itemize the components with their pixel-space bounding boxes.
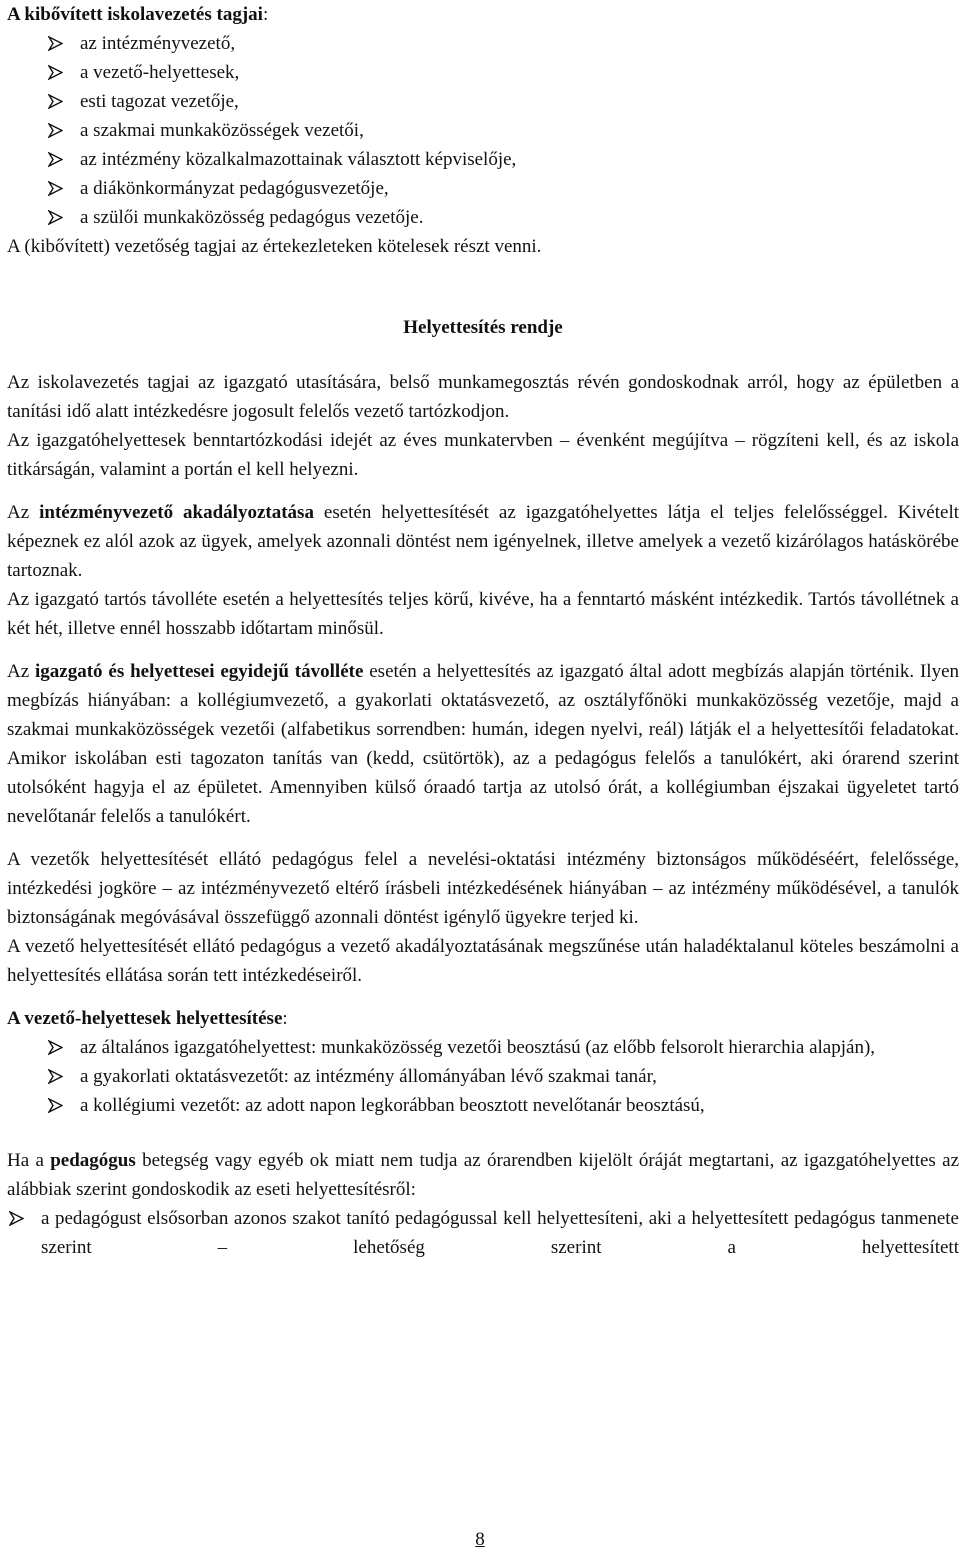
paragraph: Az iskolavezetés tagjai az igazgató utasítására, belső munkamegosztás révén gondoskodnak arról, hogy az épületben a tanítási idő alatt intézkedésre jogosult felelős vezető tartózkodjon. bbox=[7, 372, 959, 422]
list-item bbox=[7, 174, 959, 203]
list-item bbox=[7, 145, 959, 174]
arrowhead-bullet-icon bbox=[46, 203, 80, 232]
list-item bbox=[7, 87, 959, 116]
arrowhead-bullet-icon bbox=[46, 174, 80, 203]
list-item-text: az intézményvezető, bbox=[80, 33, 236, 54]
deputy-title-suffix: : bbox=[282, 1008, 288, 1029]
deputy-section-title bbox=[7, 1004, 959, 1033]
paragraph: Az igazgató tartós távolléte esetén a helyettesítés teljes körű, kivéve, ha a fenntartó másként intézkedik. Tartós távollétnek a két hét, illetve ennél hosszabb időtartam minősül. bbox=[7, 589, 959, 639]
text-run: Ha a bbox=[7, 1150, 51, 1171]
arrowhead-bullet-icon bbox=[46, 87, 80, 116]
list-item bbox=[7, 29, 959, 58]
page-content bbox=[7, 0, 959, 1262]
list-item bbox=[7, 58, 959, 87]
list-item bbox=[7, 116, 959, 145]
text-run: Az bbox=[7, 661, 36, 682]
paragraph bbox=[7, 498, 959, 585]
bold-run: intézményvezető akadályoztatása bbox=[39, 502, 314, 523]
deputy-title-text: A vezető-helyettesek helyettesítése bbox=[7, 1008, 283, 1029]
text-run: betegség vagy egyéb ok miatt nem tudja az órarendben kijelölt óráját megtartani, az igazgatóhelyettes az alábbiak szerint gondoskodik az eseti helyettesítésről: bbox=[7, 1150, 959, 1200]
text-run: esetén helyettesítését az igazgatóhelyettes látja el teljes felelősséggel. Kivételt képeznek ez alól azok az ügyek, amelyek azonnali döntést nem igényelnek, illetve amelyek a vezető kizárólagos hatáskörébe tartoznak. bbox=[7, 502, 960, 581]
list-item bbox=[7, 1091, 959, 1120]
list-item-text: a szülői munkaközösség pedagógus vezetője. bbox=[80, 207, 424, 228]
page-number: 8 bbox=[475, 1529, 485, 1550]
arrowhead-bullet-icon bbox=[46, 145, 80, 174]
list-item bbox=[7, 203, 959, 232]
board-members-list bbox=[7, 29, 959, 232]
arrowhead-bullet-icon bbox=[46, 116, 80, 145]
text-run: esetén a helyettesítés az igazgató által adott megbízás alapján történik. Ilyen megbízás hiányában: a kollégiumvezető, a gyakorlati oktatásvezető, az osztályfőnöki munkaközösség vezetője, majd a szakmai munkaközösségek vezetői (alfabetikus sorrendben: humán, idegen nyelvi, reál) látják el a helyettesítői feladatokat. Amikor iskolában esti tagozaton tanítás van (kedd, csütörtök), az a pedagógus felelős a tanulókért, aki órarend szerint utolsóként hagyja el az épületet. Amennyiben külső óraadó tartja az utolsó órát, a kollégiumban éjszakai ügyeletet tartó nevelőtanár felelős a tanulókért. bbox=[7, 661, 959, 827]
paragraph bbox=[7, 657, 959, 831]
board-note: A (kibővített) vezetőség tagjai az értekezleteken kötelesek részt venni. bbox=[7, 236, 542, 257]
section-heading: Helyettesítés rendje bbox=[403, 317, 563, 338]
bold-run: igazgató és helyettesei egyidejű távolléte bbox=[35, 661, 364, 682]
paragraph: A vezető helyettesítését ellátó pedagógus a vezető akadályoztatásának megszűnése után haladéktalanul köteles beszámolni a helyettesítés ellátása során tett intézkedéseiről. bbox=[7, 936, 959, 986]
text-run: Az bbox=[7, 502, 40, 523]
board-title-suffix: : bbox=[262, 4, 269, 25]
list-item-text: a gyakorlati oktatásvezetőt: az intézmény állományában lévő szakmai tanár, bbox=[80, 1066, 657, 1087]
arrowhead-bullet-icon bbox=[46, 29, 80, 58]
arrowhead-bullet-icon bbox=[46, 1033, 80, 1062]
list-item-text: esti tagozat vezetője, bbox=[80, 91, 239, 112]
arrowhead-bullet-icon bbox=[7, 1204, 41, 1233]
teacher-list bbox=[7, 1204, 959, 1262]
list-item-text: a diákönkormányzat pedagógusvezetője, bbox=[80, 178, 389, 199]
arrowhead-bullet-icon bbox=[46, 1062, 80, 1091]
list-item-text: a pedagógust elsősorban azonos szakot tanító pedagógussal kell helyettesíteni, aki a helyettesített pedagógus tanmenete szerint – lehetőség szerint a helyettesített bbox=[41, 1208, 959, 1258]
list-item bbox=[7, 1062, 959, 1091]
list-item bbox=[7, 1033, 959, 1062]
paragraph: A vezetők helyettesítését ellátó pedagógus felel a nevelési-oktatási intézmény biztonságos működéséért, felelőssége, intézkedési jogköre – az intézményvezető eltérő írásbeli intézkedésének hiányában – az intézmény működésével, a tanulók biztonságának megóvásával összefüggő azonnali döntést igénylő ügyekre terjed ki. bbox=[7, 849, 959, 928]
paragraph bbox=[7, 1146, 959, 1204]
paragraph: Az igazgatóhelyettesek benntartózkodási idejét az éves munkatervben – évenként megújítva – rögzíteni kell, és az iskola titkárságán, valamint a portán el kell helyezni. bbox=[7, 430, 959, 480]
list-item bbox=[7, 1204, 959, 1262]
list-item-text: a szakmai munkaközösségek vezetői, bbox=[80, 120, 364, 141]
list-item-text: a kollégiumi vezetőt: az adott napon legkorábban beosztott nevelőtanár beosztású, bbox=[80, 1095, 705, 1116]
list-item-text: a vezető-helyettesek, bbox=[80, 62, 240, 83]
arrowhead-bullet-icon bbox=[46, 58, 80, 87]
list-item-text: az intézmény közalkalmazottainak választott képviselője, bbox=[80, 149, 517, 170]
bold-run: pedagógus bbox=[50, 1150, 136, 1171]
list-item-text: az általános igazgatóhelyettest: munkaközösség vezetői beosztású (az előbb felsorolt hierarchia alapján), bbox=[80, 1037, 876, 1058]
board-title-text: A kibővített iskolavezetés tagjai bbox=[7, 4, 263, 25]
board-section-title bbox=[7, 0, 959, 29]
arrowhead-bullet-icon bbox=[46, 1091, 80, 1120]
deputy-list bbox=[7, 1033, 959, 1120]
